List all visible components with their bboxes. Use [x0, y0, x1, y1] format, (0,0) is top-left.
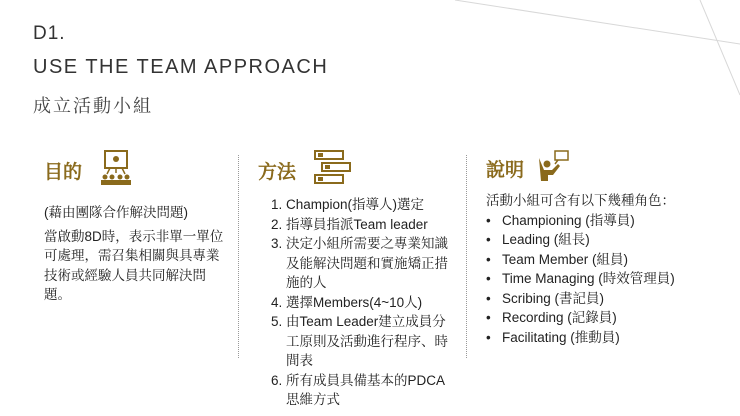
list-item: • Time Managing (時效管理員): [502, 269, 736, 289]
list-item: 1. Champion(指導人)選定: [286, 195, 458, 215]
id-cards-icon: [314, 150, 352, 191]
purpose-column: [44, 150, 229, 305]
page-subtitle: 成立活動小組: [33, 96, 153, 116]
purpose-body: 當啟動8D時，表示非單一單位可處理，需召集相關與具專業技術或經驗人員共同解決問題。: [44, 228, 224, 302]
section-code: D1.: [33, 23, 66, 44]
list-item: 3. 決定小組所需要之專業知識及能解決問題和實施矯正措施的人: [286, 234, 458, 293]
list-item: • Recording (記錄員): [502, 308, 736, 328]
purpose-note: (藉由團隊合作解決問題): [44, 205, 188, 220]
method-title: 方法: [258, 162, 297, 183]
speaker-speech-icon: [538, 150, 570, 187]
list-item: 6. 所有成員具備基本的PDCA思維方式: [286, 371, 458, 410]
method-column: [258, 150, 458, 410]
list-item: • Scribing (書記員): [502, 289, 736, 309]
presentation-audience-icon: [100, 150, 132, 191]
list-item: 2. 指導員指派Team leader: [286, 215, 458, 235]
column-divider: [466, 155, 467, 358]
list-item: • Championing (指導員): [502, 211, 736, 231]
explain-intro: 活動小組可含有以下幾種角色：: [486, 193, 675, 208]
explain-column: [486, 150, 736, 347]
purpose-title: 目的: [44, 162, 83, 183]
list-item: 4. 選擇Members(4~10人): [286, 293, 458, 313]
list-item: • Leading (組長): [502, 230, 736, 250]
roles-list: [486, 211, 736, 348]
list-item: • Facilitating (推動員): [502, 328, 736, 348]
page-title: USE THE TEAM APPROACH: [33, 56, 329, 78]
list-item: 5. 由Team Leader建立成員分工原則及活動進行程序、時間表: [286, 312, 458, 371]
list-item: • Team Member (組員): [502, 250, 736, 270]
column-divider: [238, 155, 239, 358]
method-list: [258, 195, 458, 410]
explain-title: 說明: [486, 160, 525, 181]
